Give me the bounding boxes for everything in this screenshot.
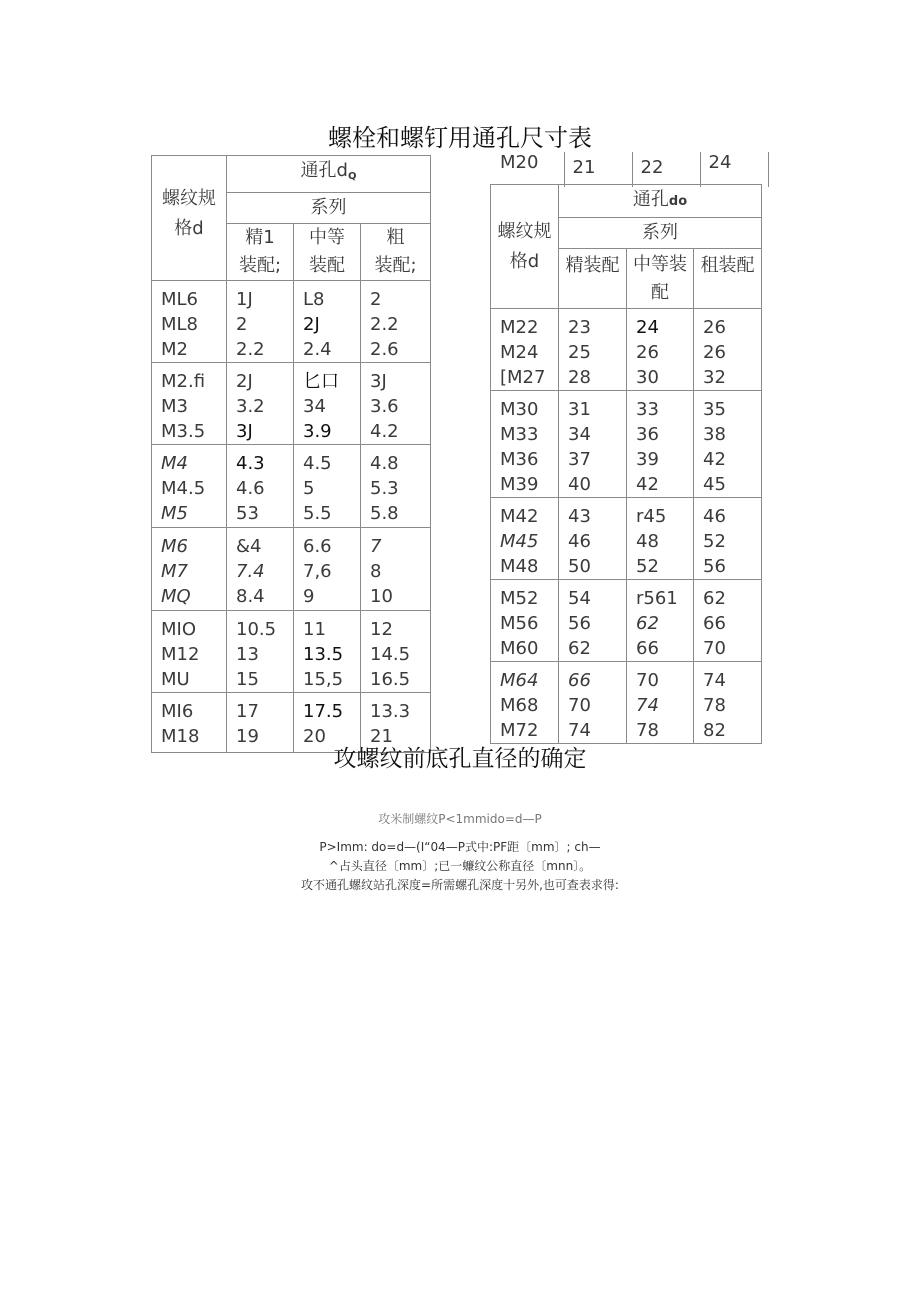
spec-value: ML8 [161, 314, 199, 335]
medium-value: 36 [636, 424, 659, 445]
coarse-value: 52 [703, 531, 726, 552]
coarse-value: 16.5 [370, 669, 411, 690]
fine-cell [227, 363, 294, 445]
fine-value: 43 [568, 506, 591, 527]
medium-value: L8 [303, 289, 325, 310]
fine-cell [559, 580, 627, 662]
fine-value: 17 [236, 701, 259, 722]
fine-value: 66 [568, 670, 591, 691]
spec-value: M36 [500, 449, 539, 470]
medium-value: 2J [303, 314, 320, 335]
fine-value: &4 [236, 536, 262, 557]
coarse-cell [694, 498, 762, 580]
fine-cell: 21 [564, 152, 632, 187]
medium-cell [627, 309, 694, 391]
medium-cell [627, 391, 694, 498]
table-row [152, 528, 431, 611]
fine-value: 10.5 [236, 619, 277, 640]
note-line-4: 攻不通孔螺纹站孔深度=所需螺孔深度十另外,也可查表求得: [301, 878, 619, 892]
coarse-cell [694, 309, 762, 391]
series-header: 系列 [559, 218, 762, 249]
spec-value: M52 [500, 588, 539, 609]
medium-cell [627, 662, 694, 744]
spec-value: M3.5 [161, 421, 206, 442]
spec-value: M4.5 [161, 478, 206, 499]
through-hole-header: 通孔$d_Q$ [227, 156, 431, 193]
medium-value: 66 [636, 638, 659, 659]
fine-value: 74 [568, 720, 591, 741]
spec-value: M48 [500, 556, 539, 577]
fine-value: 4.3 [236, 453, 265, 474]
table-row [152, 363, 431, 445]
medium-value: 48 [636, 531, 659, 552]
spec-value: M18 [161, 726, 200, 747]
spec-value: M33 [500, 424, 539, 445]
fine-cell [559, 309, 627, 391]
coarse-value: 5.8 [370, 503, 399, 524]
page-title: 螺栓和螺钉用通孔尺寸表 [328, 124, 592, 152]
through-hole-header: 通孔do [559, 185, 762, 218]
col-coarse-header: 租装配 [694, 249, 762, 309]
coarse-cell [361, 281, 431, 363]
coarse-value: 66 [703, 613, 726, 634]
fine-value: 15 [236, 669, 259, 690]
note-line-2: P>Imm: do=d—(I“04—P式中:PF距〔mm〕; ch— [319, 840, 601, 854]
fine-cell [227, 281, 294, 363]
spec-value: ML6 [161, 289, 199, 310]
spec-value: M56 [500, 613, 539, 634]
coarse-value: 2.2 [370, 314, 399, 335]
spec-cell [152, 281, 227, 363]
medium-value: 9 [303, 586, 315, 607]
spec-value: M7 [161, 561, 188, 582]
fine-value: 34 [568, 424, 591, 445]
section-title: 攻螺纹前底孔直径的确定 [333, 746, 587, 772]
spec-value: M2.fi [161, 371, 206, 392]
table-row [491, 391, 762, 498]
coarse-cell [694, 662, 762, 744]
medium-value: 5.5 [303, 503, 332, 524]
table-row [152, 281, 431, 363]
spec-value: MIO [161, 619, 197, 640]
spec-cell [152, 611, 227, 693]
spec-value: M22 [500, 317, 539, 338]
fine-value: 2 [236, 314, 248, 335]
coarse-cell [361, 528, 431, 611]
spec-value: M45 [500, 531, 539, 552]
medium-value: 20 [303, 726, 326, 747]
coarse-value: 12 [370, 619, 393, 640]
spec-value: M68 [500, 695, 539, 716]
coarse-value: 2.6 [370, 339, 399, 360]
medium-value: 52 [636, 556, 659, 577]
spec-value: M42 [500, 506, 539, 527]
fine-value: 8.4 [236, 586, 265, 607]
spec-value: M5 [161, 503, 188, 524]
fine-value: 62 [568, 638, 591, 659]
fine-value: 40 [568, 474, 591, 495]
fine-value: 3J [236, 421, 253, 442]
medium-cell [294, 611, 361, 693]
fine-value: 50 [568, 556, 591, 577]
medium-cell [294, 445, 361, 528]
fine-value: 54 [568, 588, 591, 609]
col-fine-header: 精装配 [559, 249, 627, 309]
spec-cell [152, 363, 227, 445]
table-row [491, 580, 762, 662]
coarse-value: 35 [703, 399, 726, 420]
medium-value: 11 [303, 619, 326, 640]
spec-cell [491, 580, 559, 662]
medium-value: 62 [636, 613, 659, 634]
coarse-value: 32 [703, 367, 726, 388]
medium-value: 39 [636, 449, 659, 470]
spec-cell [491, 391, 559, 498]
coarse-value: 21 [370, 726, 393, 747]
coarse-value: 4.8 [370, 453, 399, 474]
coarse-cell: 24 [700, 152, 768, 187]
fine-value: 70 [568, 695, 591, 716]
coarse-value: 26 [703, 317, 726, 338]
fine-value: 3.2 [236, 396, 265, 417]
medium-value: 6.6 [303, 536, 332, 557]
medium-value: r561 [636, 588, 678, 609]
spec-value: M12 [161, 644, 200, 665]
fine-value: 23 [568, 317, 591, 338]
spec-value: M24 [500, 342, 539, 363]
coarse-value: 8 [370, 561, 382, 582]
spec-value: [M27 [500, 367, 546, 388]
medium-value: 70 [636, 670, 659, 691]
note-line-1: 攻米制螺纹P<1mmido=d—P [378, 812, 542, 826]
coarse-cell [694, 580, 762, 662]
fine-cell [559, 498, 627, 580]
coarse-value: 26 [703, 342, 726, 363]
medium-value: 42 [636, 474, 659, 495]
fine-value: 56 [568, 613, 591, 634]
fine-value: 37 [568, 449, 591, 470]
spec-cell [491, 662, 559, 744]
medium-cell [627, 580, 694, 662]
coarse-value: 74 [703, 670, 726, 691]
coarse-value: 4.2 [370, 421, 399, 442]
medium-value: 17.5 [303, 701, 344, 722]
spec-value: MQ [161, 586, 191, 607]
spec-value: M39 [500, 474, 539, 495]
fine-value: 7.4 [236, 561, 265, 582]
table-row [152, 445, 431, 528]
coarse-value: 42 [703, 449, 726, 470]
coarse-value: 56 [703, 556, 726, 577]
table-row [491, 498, 762, 580]
medium-value: 7,6 [303, 561, 332, 582]
coarse-cell [361, 363, 431, 445]
fine-value: 46 [568, 531, 591, 552]
coarse-value: 2 [370, 289, 382, 310]
spec-cell: M20 [490, 152, 564, 187]
spec-value: MI6 [161, 701, 194, 722]
medium-value: 匕口 [303, 371, 339, 392]
coarse-cell [361, 445, 431, 528]
coarse-value: 5.3 [370, 478, 399, 499]
col-fine-header: 精1 装配; [227, 224, 294, 281]
spec-value: M60 [500, 638, 539, 659]
spec-value: M3 [161, 396, 188, 417]
left-clearance-table [151, 155, 431, 753]
coarse-value: 3.6 [370, 396, 399, 417]
right-top-row [490, 152, 769, 187]
fine-value: 4.6 [236, 478, 265, 499]
table-row [491, 309, 762, 391]
medium-value: 3.9 [303, 421, 332, 442]
fine-value: 1J [236, 289, 253, 310]
medium-value: r45 [636, 506, 667, 527]
coarse-value: 13.3 [370, 701, 411, 722]
medium-value: 15,5 [303, 669, 344, 690]
medium-value: 34 [303, 396, 326, 417]
col-medium-header: 中等装 配 [627, 249, 694, 309]
spec-cell [152, 528, 227, 611]
spec-value: MU [161, 669, 190, 690]
coarse-value: 14.5 [370, 644, 411, 665]
table-row [491, 662, 762, 744]
spec-cell [152, 445, 227, 528]
right-clearance-table [490, 184, 762, 744]
coarse-value: 7 [370, 536, 382, 557]
fine-value: 25 [568, 342, 591, 363]
spec-header: 螺纹规 格d [491, 185, 559, 309]
medium-value: 4.5 [303, 453, 332, 474]
medium-value: 2.4 [303, 339, 332, 360]
coarse-value: 46 [703, 506, 726, 527]
medium-cell [627, 498, 694, 580]
col-coarse-header: 粗 装配; [361, 224, 431, 281]
spec-cell [491, 309, 559, 391]
fine-value: 31 [568, 399, 591, 420]
medium-value: 33 [636, 399, 659, 420]
coarse-value: 38 [703, 424, 726, 445]
fine-cell [227, 528, 294, 611]
coarse-cell [361, 611, 431, 693]
spec-cell [491, 498, 559, 580]
medium-cell [294, 363, 361, 445]
medium-value: 26 [636, 342, 659, 363]
note-line-3: ^占头直径〔mm〕;已一蠊纹公称直径〔mnn〕。 [328, 859, 592, 873]
medium-cell [294, 281, 361, 363]
medium-value: 13.5 [303, 644, 344, 665]
coarse-value: 78 [703, 695, 726, 716]
medium-value: 78 [636, 720, 659, 741]
spec-value: M6 [161, 536, 188, 557]
spec-value: M72 [500, 720, 539, 741]
spec-value: M30 [500, 399, 539, 420]
fine-cell [227, 445, 294, 528]
fine-value: 13 [236, 644, 259, 665]
spec-header: 螺纹规 格d [152, 156, 227, 281]
fine-value: 28 [568, 367, 591, 388]
spec-value: M2 [161, 339, 188, 360]
spec-value: M64 [500, 670, 539, 691]
spec-value: M4 [161, 453, 188, 474]
medium-value: 24 [636, 317, 659, 338]
medium-value: 30 [636, 367, 659, 388]
fine-value: 2.2 [236, 339, 265, 360]
coarse-value: 45 [703, 474, 726, 495]
coarse-value: 3J [370, 371, 387, 392]
coarse-value: 70 [703, 638, 726, 659]
fine-value: 53 [236, 503, 259, 524]
series-header: 系列 [227, 193, 431, 224]
medium-value: 74 [636, 695, 659, 716]
coarse-value: 10 [370, 586, 393, 607]
fine-value: 2J [236, 371, 253, 392]
fine-cell [559, 662, 627, 744]
medium-cell [294, 528, 361, 611]
coarse-value: 62 [703, 588, 726, 609]
fine-value: 19 [236, 726, 259, 747]
coarse-value: 82 [703, 720, 726, 741]
col-medium-header: 中等 装配 [294, 224, 361, 281]
medium-cell: 22 [632, 152, 700, 187]
medium-value: 5 [303, 478, 315, 499]
fine-cell [227, 611, 294, 693]
fine-cell [559, 391, 627, 498]
coarse-cell [694, 391, 762, 498]
table-row [152, 611, 431, 693]
